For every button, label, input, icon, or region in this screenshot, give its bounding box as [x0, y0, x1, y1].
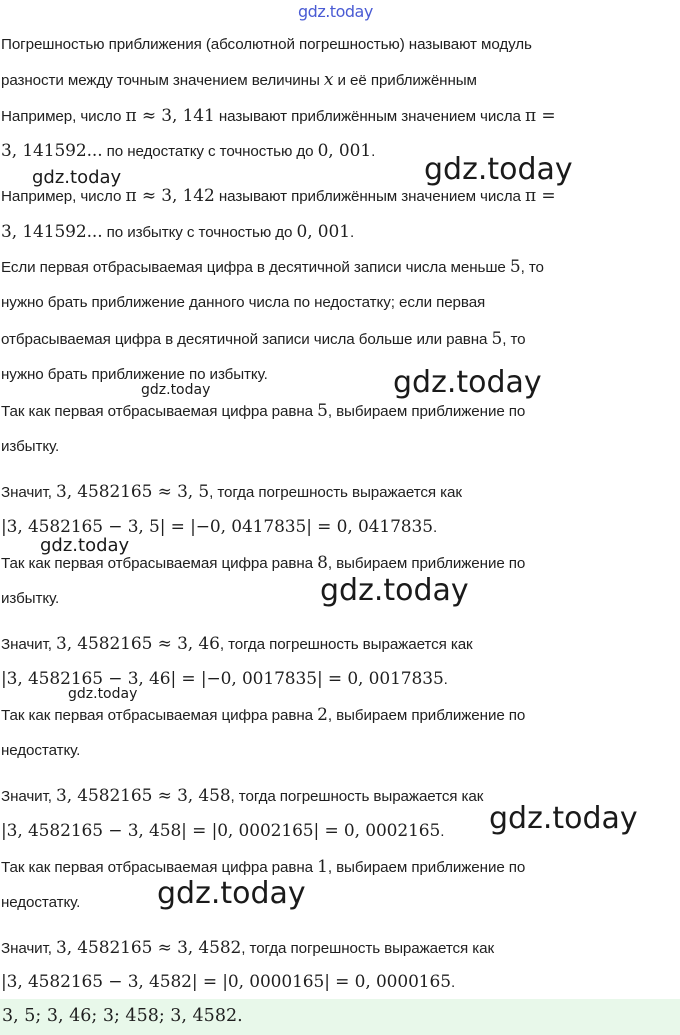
text-segment: . — [440, 823, 445, 840]
text-line — [1, 221, 678, 244]
answer-box — [0, 999, 680, 1035]
math-expression: 8 — [317, 553, 328, 573]
text-segment: Так как первая отбрасываемая цифра равна — [1, 555, 318, 572]
math-expression: 𝑥 — [323, 70, 334, 90]
text-line — [1, 516, 678, 539]
text-segment: недостатку. — [1, 742, 81, 759]
text-line — [1, 633, 678, 656]
text-segment: по недостатку с точностью до — [102, 143, 318, 160]
text-line — [1, 588, 678, 610]
watermark: gdz.today — [68, 686, 138, 702]
math-expression: 3, 141592... — [1, 141, 103, 161]
text-segment: , выбираем приближение по — [327, 555, 526, 572]
text-segment: Значит, — [1, 940, 56, 957]
text-segment: , тогда погрешность выражается как — [241, 940, 495, 957]
text-segment: , тогда погрешность выражается как — [219, 636, 473, 653]
text-segment: Если первая отбрасываемая цифра в десятичной записи числа меньше — [1, 259, 510, 276]
math-expression: 2 — [317, 705, 328, 725]
math-expression: |3, 4582165 − 3, 46| = |−0, 0017835| = 0, 0017835 — [1, 669, 444, 689]
text-segment: называют приближённым значением числа — [214, 108, 525, 125]
text-segment: , выбираем приближение по — [327, 403, 526, 420]
text-line — [1, 892, 678, 914]
text-line — [1, 400, 678, 423]
text-line — [1, 971, 678, 994]
math-expression: |3, 4582165 − 3, 4582| = |0, 0000165| = 0, 0000165 — [1, 972, 451, 992]
text-segment: , тогда погрешность выражается как — [209, 484, 462, 501]
text-segment: , то — [502, 331, 526, 348]
text-segment: называют приближённым значением числа — [214, 188, 525, 205]
text-segment: избытку. — [1, 590, 60, 607]
text-segment: нужно брать приближение по избытку. — [1, 366, 268, 383]
math-expression: |3, 4582165 − 3, 458| = |0, 0002165| = 0, 0002165 — [1, 821, 441, 841]
watermark: gdz.today — [141, 382, 211, 398]
text-line — [1, 937, 678, 960]
math-expression: 0, 001 — [317, 141, 372, 161]
math-expression: 5 — [317, 401, 328, 421]
math-expression: π ≈ 3, 142 — [125, 186, 215, 206]
text-segment: , то — [520, 259, 544, 276]
text-segment: . — [371, 143, 376, 160]
text-segment: Значит, — [1, 484, 56, 501]
text-segment: , выбираем приближение по — [327, 707, 526, 724]
math-expression: 3, 4582165 ≈ 3, 458 — [55, 786, 231, 806]
watermark: gdz.today — [424, 152, 573, 187]
text-segment: . — [450, 974, 456, 991]
text-segment: Так как первая отбрасываемая цифра равна — [1, 403, 318, 420]
text-line — [1, 820, 678, 843]
math-expression: 3, 4582165 ≈ 3, 5 — [55, 482, 210, 502]
watermark: gdz.today — [32, 167, 122, 188]
watermark: gdz.today — [157, 876, 306, 911]
text-segment: , выбираем приближение по — [327, 859, 526, 876]
text-segment: Значит, — [1, 788, 56, 805]
text-segment: . — [432, 519, 438, 536]
text-line — [1, 69, 678, 92]
text-segment: Так как первая отбрасываемая цифра равна — [1, 707, 318, 724]
watermark: gdz.today — [320, 573, 469, 608]
watermark: gdz.today — [489, 801, 638, 836]
math-expression: 3, 141592... — [1, 222, 103, 242]
math-expression: π = — [524, 106, 556, 126]
text-segment: избытку. — [1, 438, 60, 455]
text-line — [1, 704, 678, 727]
math-expression: π = — [524, 186, 556, 206]
text-line — [1, 856, 678, 879]
text-segment: Так как первая отбрасываемая цифра равна — [1, 859, 318, 876]
text-segment: разности между точным значением величины — [1, 72, 324, 89]
text-line — [1, 185, 678, 208]
text-segment: недостатку. — [1, 894, 81, 911]
math-expression: 5 — [509, 257, 521, 277]
text-segment: Например, число — [1, 188, 126, 205]
text-segment: и её приближённым — [333, 72, 477, 89]
text-line — [1, 785, 678, 808]
text-line — [1, 292, 678, 314]
text-segment: отбрасываемая цифра в десятичной записи числа больше или равна — [1, 331, 492, 348]
math-expression: 1 — [317, 857, 328, 877]
watermark: gdz.today — [40, 535, 130, 556]
text-line — [1, 552, 678, 575]
text-segment: Например, число — [1, 108, 126, 125]
text-line — [1, 256, 678, 279]
math-expression: 3, 4582165 ≈ 3, 46 — [55, 634, 220, 654]
watermark: gdz.today — [393, 365, 542, 400]
answer-text: 3, 5; 3, 46; 3; 458; 3, 4582. — [2, 1006, 243, 1026]
text-segment: по избытку с точностью до — [102, 224, 297, 241]
text-segment: Значит, — [1, 636, 56, 653]
math-expression: π ≈ 3, 141 — [125, 106, 215, 126]
text-line — [1, 436, 678, 458]
text-line — [1, 140, 678, 163]
text-segment: . — [443, 671, 448, 688]
math-expression: 3, 4582165 ≈ 3, 4582 — [55, 938, 242, 958]
text-line — [1, 364, 678, 386]
math-expression: 5 — [491, 329, 503, 349]
text-line — [1, 34, 678, 56]
text-line — [1, 668, 678, 691]
text-segment: , тогда погрешность выражается как — [230, 788, 484, 805]
text-line — [1, 105, 678, 128]
math-expression: |3, 4582165 − 3, 5| = |−0, 0417835| = 0, 0417835 — [1, 517, 433, 537]
text-line — [1, 481, 678, 504]
text-segment: Погрешностью приближения (абсолютной погрешностью) называют модуль — [1, 36, 532, 53]
text-line — [1, 740, 678, 762]
text-line — [1, 328, 678, 351]
math-expression: 0, 001 — [296, 222, 350, 242]
text-segment: нужно брать приближение данного числа по недостатку; если первая — [1, 294, 486, 311]
watermark-top: gdz.today — [298, 2, 373, 21]
text-segment: . — [349, 224, 355, 241]
